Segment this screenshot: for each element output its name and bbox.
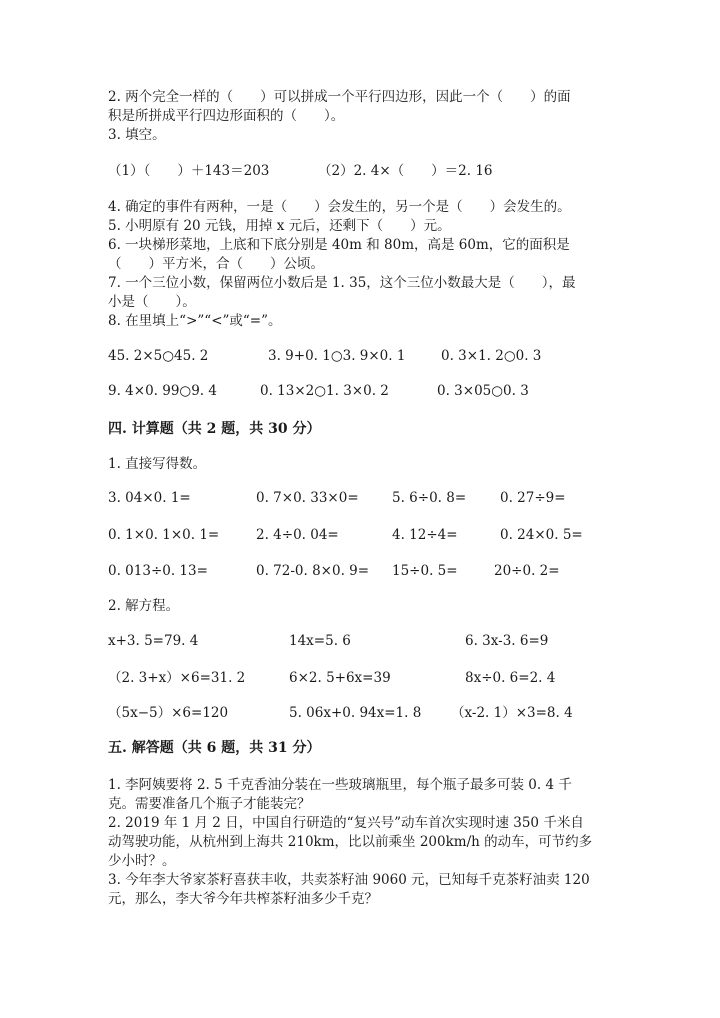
calc-item: 5. 6÷0. 8= xyxy=(392,490,467,506)
equation-item: 6. 3x-3. 6=9 xyxy=(465,633,549,649)
calc-item: 0. 72-0. 8×0. 9= xyxy=(256,563,370,579)
s4-q1-title: 1. 直接写得数。 xyxy=(108,456,207,472)
s5-q2-line3: 少小时？。 xyxy=(108,853,176,869)
compare-item: 3. 9+0. 1○3. 9×0. 1 xyxy=(268,348,406,364)
s5-q3-line2: 元，那么，李大爷今年共榨茶籽油多少千克？ xyxy=(108,891,378,907)
q7-text-line1: 7. 一个三位小数，保留两位小数后是 1. 35，这个三位小数最大是（ ），最 xyxy=(108,275,576,291)
equation-item: 5. 06x+0. 94x=1. 8 xyxy=(289,705,422,721)
calc-item: 0. 013÷0. 13= xyxy=(108,563,208,579)
equation-item: （2. 3+x）×6=31. 2 xyxy=(108,670,246,686)
q2-text-line2: 积是所拼成平行四边形面积的（ ）。 xyxy=(108,108,345,124)
compare-item: 0. 13×2○1. 3×0. 2 xyxy=(260,383,389,399)
calc-item: 0. 27÷9= xyxy=(500,490,566,506)
compare-item: 9. 4×0. 99○9. 4 xyxy=(108,383,217,399)
q2-text-line1: 2. 两个完全一样的（ ）可以拼成一个平行四边形，因此一个（ ）的面 xyxy=(108,89,571,105)
q6-text-line2: （ ）平方米，合（ ）公顷。 xyxy=(108,256,324,272)
compare-item: 45. 2×5○45. 2 xyxy=(108,348,209,364)
s5-q2-line1: 2. 2019 年 1 月 2 日，中国自行研造的“复兴号”动车首次实现时速 350 千米自 xyxy=(108,815,584,831)
calc-item: 4. 12÷4= xyxy=(392,527,458,543)
q3-part2: （2）2. 4×（ ）＝2. 16 xyxy=(318,163,493,179)
q8-title: 8. 在里填上“>”“<”或“=”。 xyxy=(108,313,282,329)
s5-q1-line2: 克。需要准备几个瓶子才能装完？ xyxy=(108,796,311,812)
equation-item: 8x÷0. 6=2. 4 xyxy=(465,670,556,686)
q3-part1: （1）（ ）＋143＝203 xyxy=(108,163,270,179)
calc-item: 0. 7×0. 33×0= xyxy=(256,490,359,506)
calc-item: 15÷0. 5= xyxy=(392,563,458,579)
compare-item: 0. 3×05○0. 3 xyxy=(437,383,529,399)
calc-item: 3. 04×0. 1= xyxy=(108,490,191,506)
calc-item: 0. 1×0. 1×0. 1= xyxy=(108,527,220,543)
q6-text-line1: 6. 一块梯形菜地，上底和下底分别是 40m 和 80m，高是 60m，它的面积是 xyxy=(108,237,570,253)
section5-title: 五. 解答题（共 6 题，共 31 分） xyxy=(108,740,321,756)
equation-item: 14x=5. 6 xyxy=(289,633,351,649)
s5-q2-line2: 动驾驶功能，从杭州到上海共 210km，比以前乘坐 200km/h 的动车，可节约多 xyxy=(108,834,593,850)
q5-text: 5. 小明原有 20 元钱，用掉 x 元后，还剩下（ ）元。 xyxy=(108,218,451,234)
q7-text-line2: 小是（ ）。 xyxy=(108,294,196,310)
equation-item: （x-2. 1）×3=8. 4 xyxy=(451,705,573,721)
compare-item: 0. 3×1. 2○0. 3 xyxy=(441,348,542,364)
q4-text: 4. 确定的事件有两种，一是（ ）会发生的，另一个是（ ）会发生的。 xyxy=(108,199,571,215)
s5-q3-line1: 3. 今年李大爷家茶籽喜获丰收，共卖茶籽油 9060 元，已知每千克茶籽油卖 120 xyxy=(108,872,590,888)
s4-q2-title: 2. 解方程。 xyxy=(108,598,180,614)
section4-title: 四. 计算题（共 2 题，共 30 分） xyxy=(108,421,321,437)
equation-item: （5x−5）×6=120 xyxy=(108,705,229,721)
calc-item: 20÷0. 2= xyxy=(494,563,560,579)
calc-item: 0. 24×0. 5= xyxy=(500,527,583,543)
equation-item: x+3. 5=79. 4 xyxy=(108,633,199,649)
equation-item: 6×2. 5+6x=39 xyxy=(289,670,391,686)
calc-item: 2. 4÷0. 04= xyxy=(256,527,339,543)
s5-q1-line1: 1. 李阿姨要将 2. 5 千克香油分装在一些玻璃瓶里，每个瓶子最多可装 0. 4 千 xyxy=(108,777,572,793)
q3-title: 3. 填空。 xyxy=(108,127,166,143)
